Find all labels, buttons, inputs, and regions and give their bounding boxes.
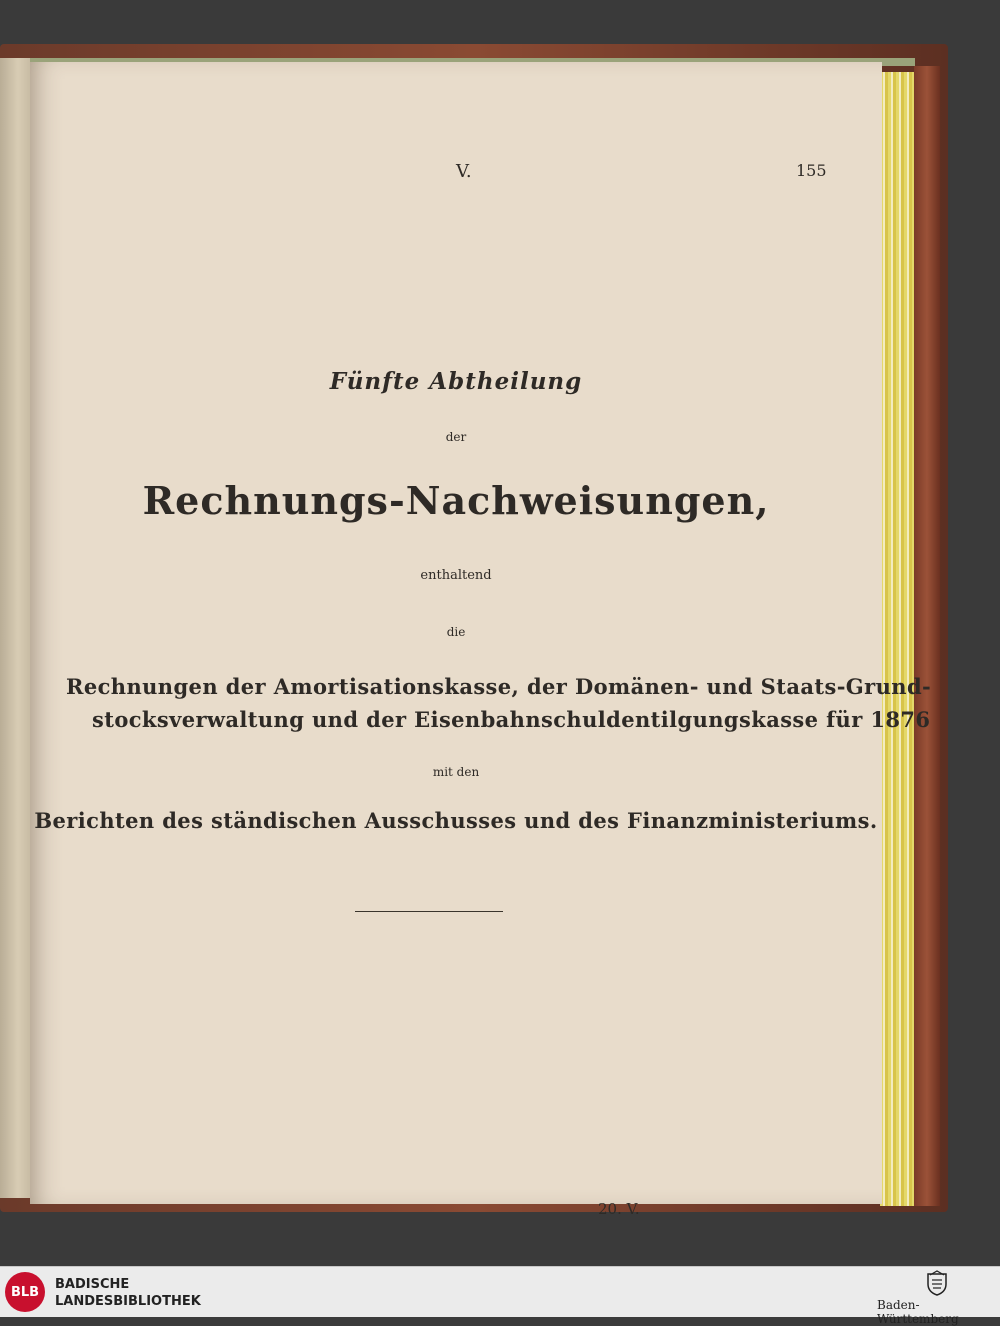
- coat-of-arms-icon: [926, 1270, 948, 1296]
- library-name-line1: BADISCHE: [55, 1277, 130, 1292]
- library-name[interactable]: [55, 1276, 201, 1310]
- reports-line: Berichten des ständischen Ausschusses und des Finanzministeriums.: [34, 808, 878, 833]
- page-number: 155: [796, 161, 827, 180]
- left-page-edge: [0, 58, 30, 1198]
- footer-bar: [0, 1266, 1000, 1326]
- connector-die: die: [446, 625, 466, 639]
- gilt-page-edges: [880, 72, 914, 1206]
- blb-logo[interactable]: BLB: [5, 1272, 45, 1312]
- page-header-section: V.: [456, 161, 472, 182]
- connector-mit-den: mit den: [432, 765, 480, 779]
- book-spine-edge: [914, 66, 940, 1206]
- library-name-line2: LANDESBIBLIOTHEK: [55, 1294, 201, 1309]
- main-title: Rechnungs-Nachweisungen,: [142, 478, 770, 523]
- horizontal-rule: [355, 911, 503, 912]
- signature-mark: 20. V.: [598, 1200, 640, 1218]
- connector-der: der: [445, 430, 467, 444]
- state-label[interactable]: Baden-Württemberg: [877, 1298, 959, 1326]
- book-page: [30, 62, 932, 1218]
- connector-enthaltend: enthaltend: [420, 568, 492, 583]
- section-heading: Fünfte Abtheilung: [329, 368, 583, 395]
- body-line-1: Rechnungen der Amortisationskasse, der Domänen- und Staats-Grund-: [66, 674, 932, 699]
- body-line-2: stocksverwaltung und der Eisenbahnschuldentilgungskasse für 1876: [92, 707, 931, 732]
